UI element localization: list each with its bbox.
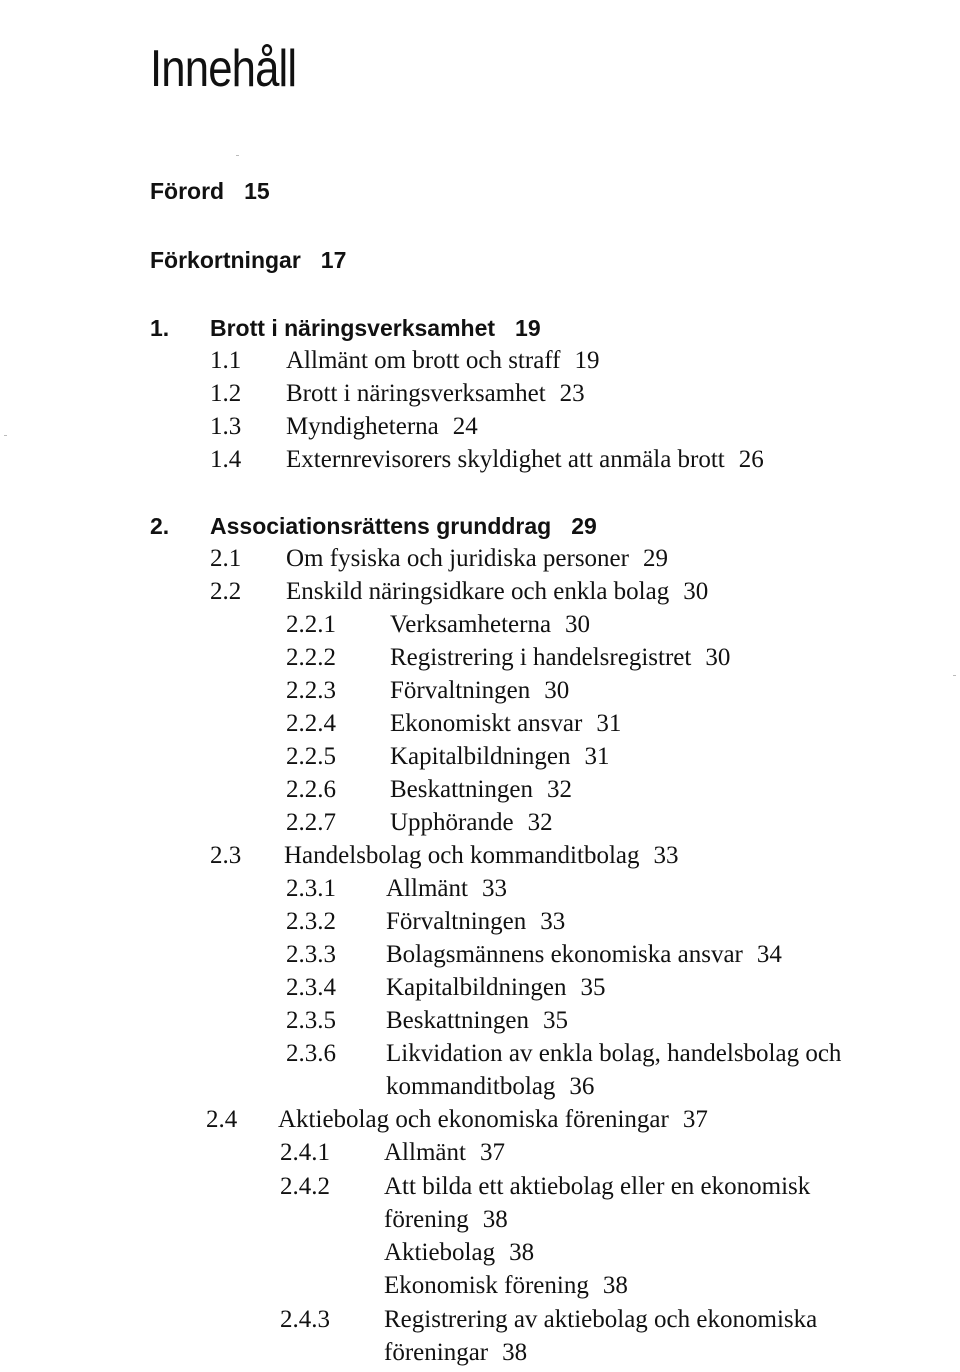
toc-chapter-1 [150,313,541,343]
toc-chapter-2 [150,511,597,541]
subsection-title: Ekonomiskt ansvar [390,710,583,737]
scan-speck [953,675,956,676]
subsection-number: 2.3.4 [286,974,336,1001]
subsection-title: Kapitalbildningen [390,743,571,770]
chapter-title: Brott i näringsverksamhet [210,315,496,341]
subsection-number: 2.4.3 [280,1306,330,1333]
toc-subsection-2-3-5 [286,1006,568,1036]
section-number: 1.4 [210,446,242,473]
subsection-page: 31 [584,743,610,770]
toc-section-2-2 [210,577,708,607]
item-title: Aktiebolag [384,1239,496,1266]
toc-section-1-1 [210,346,600,376]
chapter-page: 19 [515,315,541,341]
subsection-title: Bolagsmännens ekonomiska ansvar [386,941,743,968]
subsection-page: 36 [569,1073,595,1100]
entry-page: 15 [244,178,270,204]
section-title: Handelsbolag och kommanditbolag [284,842,640,869]
scan-speck [4,435,7,436]
chapter-number: 2. [150,513,170,539]
subsection-number: 2.3.5 [286,1007,336,1034]
section-title: Myndigheterna [286,413,439,440]
item-page: 38 [602,1272,628,1299]
subsection-title: Upphörande [390,809,514,836]
subsection-title: Att bilda ett aktiebolag eller en ekonomisk [384,1173,811,1200]
section-title: Enskild näringsidkare och enkla bolag [286,578,670,605]
section-page: 29 [642,545,668,572]
page-title: Innehåll [150,39,297,98]
toc-subsection-2-2-7 [286,808,553,838]
section-number: 2.2 [210,578,242,605]
toc-subsection-2-2-1 [286,610,590,640]
section-page: 26 [738,446,764,473]
subsection-title-continued: föreningar [384,1339,489,1366]
subsection-number: 2.2.4 [286,710,336,737]
subsection-number: 2.2.5 [286,743,336,770]
toc-subsection-2-2-3 [286,676,569,706]
section-page: 23 [559,380,585,407]
subsection-number: 2.3.2 [286,908,336,935]
section-page: 33 [653,842,679,869]
section-title: Externrevisorers skyldighet att anmäla brott [286,446,725,473]
toc-section-1-2 [210,379,585,409]
section-number: 2.4 [206,1106,238,1133]
subsection-number: 2.4.1 [280,1139,330,1166]
subsection-page: 30 [544,677,570,704]
toc-section-2-3 [210,841,678,871]
section-number: 2.3 [210,842,242,869]
subsection-title-continued: förening [384,1206,469,1233]
entry-title: Förord [150,178,225,204]
subsection-title: Allmänt [384,1139,466,1166]
subsection-title: Registrering av aktiebolag och ekonomiska [384,1306,818,1333]
subsection-title: Beskattningen [386,1007,530,1034]
subsection-page: 31 [596,710,622,737]
chapter-title: Associationsrättens grunddrag [210,513,552,539]
subsection-title-continued: kommanditbolag [386,1073,556,1100]
toc-subsection-2-2-2 [286,643,730,673]
subsection-number: 2.3.1 [286,875,336,902]
toc-subsection-2-3-2 [286,907,565,937]
item-title: Ekonomisk förening [384,1272,589,1299]
toc-section-1-4 [210,445,764,475]
subsection-page: 32 [527,809,553,836]
toc-subsection-2-2-5 [286,742,610,772]
subsection-title: Allmänt [386,875,468,902]
section-title: Allmänt om brott och straff [286,347,561,374]
subsection-title: Kapitalbildningen [386,974,567,1001]
subsection-page: 35 [580,974,606,1001]
section-number: 1.3 [210,413,242,440]
toc-subsection-2-4-3-continued [384,1338,527,1368]
toc-subsection-2-4-2 [280,1172,810,1202]
toc-section-2-1 [210,544,668,574]
subsection-number: 2.3.3 [286,941,336,968]
section-number: 1.1 [210,347,242,374]
toc-subsection-2-2-6 [286,775,572,805]
entry-page: 17 [320,247,347,273]
entry-title: Förkortningar [150,247,301,273]
toc-subsection-2-4-2-continued [384,1205,508,1235]
subsection-title: Förvaltningen [386,908,527,935]
subsection-page: 34 [756,941,782,968]
subsection-title: Likvidation av enkla bolag, handelsbolag och [386,1040,842,1067]
subsection-page: 32 [547,776,573,803]
section-title: Aktiebolag och ekonomiska föreningar [278,1106,669,1133]
subsection-page: 30 [705,644,731,671]
item-page: 38 [509,1239,535,1266]
subsection-page: 30 [565,611,591,638]
toc-subsection-2-3-6-continued [386,1072,594,1102]
subsection-number: 2.2.1 [286,611,336,638]
toc-item-aktiebolag [384,1238,534,1268]
subsection-page: 33 [540,908,566,935]
toc-subsection-2-4-3 [280,1305,817,1335]
subsection-title: Förvaltningen [390,677,531,704]
section-page: 24 [452,413,478,440]
subsection-title: Registrering i handelsregistret [390,644,692,671]
toc-item-ekonomisk-forening [384,1271,628,1301]
subsection-number: 2.3.6 [286,1040,336,1067]
subsection-number: 2.2.6 [286,776,336,803]
section-title: Brott i näringsverksamhet [286,380,546,407]
subsection-number: 2.2.2 [286,644,336,671]
subsection-title: Verksamheterna [390,611,552,638]
toc-subsection-2-4-1 [280,1138,505,1168]
toc-entry-forkortningar [150,245,346,275]
toc-subsection-2-3-1 [286,874,507,904]
section-number: 1.2 [210,380,242,407]
subsection-page: 38 [502,1339,528,1366]
toc-subsection-2-3-3 [286,940,782,970]
toc-section-2-4 [206,1105,708,1135]
subsection-number: 2.2.7 [286,809,336,836]
subsection-number: 2.4.2 [280,1173,330,1200]
section-number: 2.1 [210,545,242,572]
subsection-page: 38 [482,1206,508,1233]
subsection-page: 37 [479,1139,505,1166]
section-page: 30 [683,578,709,605]
toc-section-1-3 [210,412,478,442]
section-page: 37 [682,1106,708,1133]
toc-subsection-2-3-4 [286,973,606,1003]
subsection-page: 35 [543,1007,569,1034]
toc-subsection-2-3-6 [286,1039,841,1069]
section-page: 19 [574,347,600,374]
toc-subsection-2-2-4 [286,709,621,739]
scan-speck [236,155,239,156]
chapter-page: 29 [571,513,597,539]
subsection-page: 33 [481,875,507,902]
subsection-number: 2.2.3 [286,677,336,704]
section-title: Om fysiska och juridiska personer [286,545,629,572]
subsection-title: Beskattningen [390,776,534,803]
toc-entry-forord [150,176,270,206]
chapter-number: 1. [150,315,170,341]
